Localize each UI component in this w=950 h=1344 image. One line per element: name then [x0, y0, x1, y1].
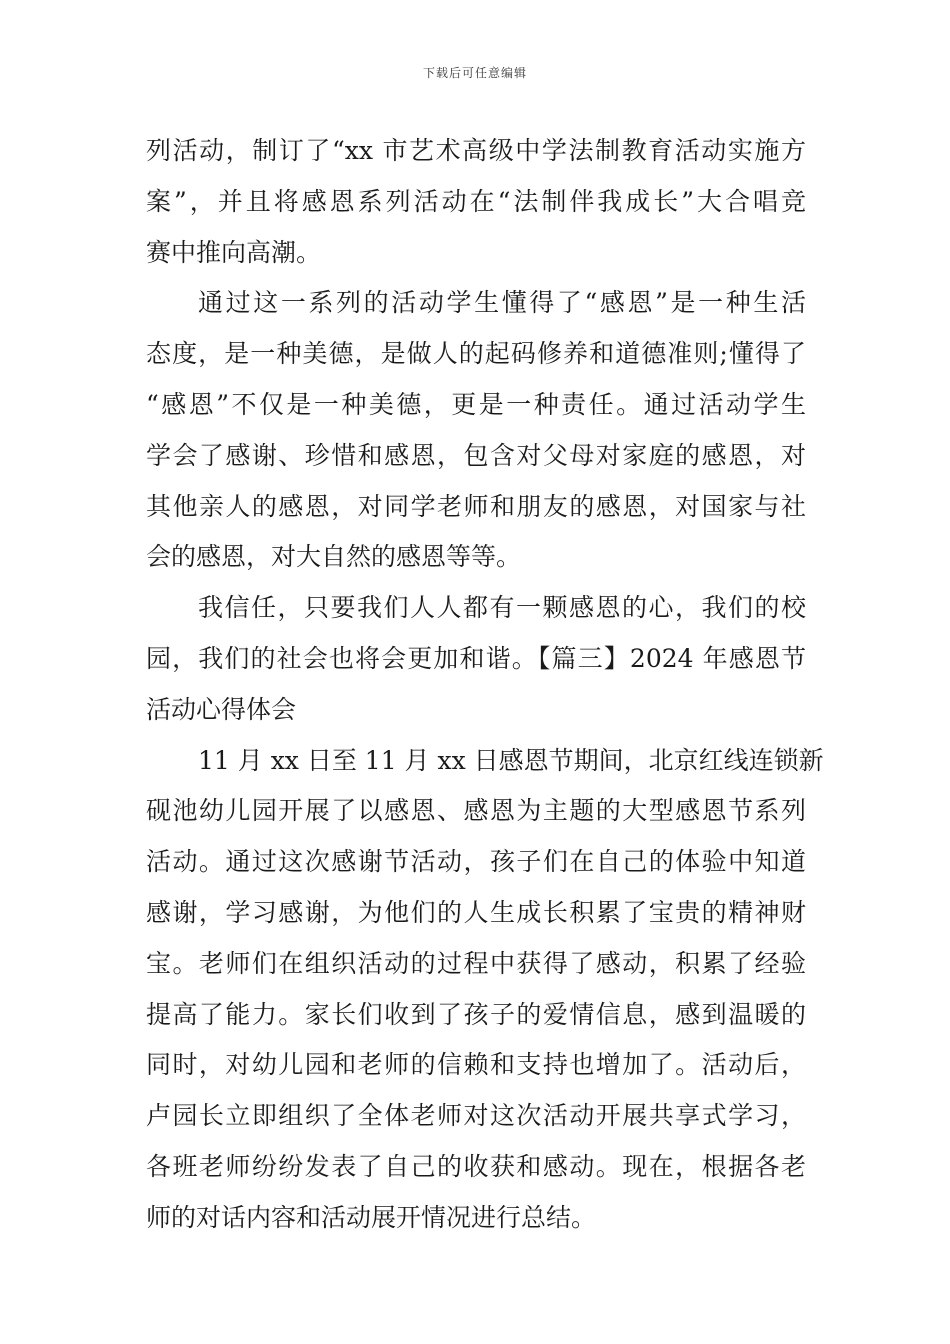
paragraph-2-line-3: “感恩”不仅是一种美德，更是一种责任。通过活动学生 — [146, 389, 806, 419]
paragraph-4-line-9: 各班老师纷纷发表了自己的收获和感动。现在，根据各老 — [146, 1151, 806, 1181]
page-header: 下载后可任意编辑 — [422, 66, 527, 80]
paragraph-3-line-3: 活动心得体会 — [146, 694, 297, 724]
paragraph-2-line-6: 会的感恩，对大自然的感恩等等。 — [146, 542, 522, 572]
paragraph-1-line-1: 列活动，制订了“xx 市艺术高级中学法制教育活动实施方 — [146, 136, 806, 165]
paragraph-4-line-5: 宝。老师们在组织活动的过程中获得了感动，积累了经验 — [146, 948, 806, 978]
paragraph-4-line-7: 同时，对幼儿园和老师的信赖和支持也增加了。活动后， — [146, 1050, 806, 1080]
paragraph-2-line-5: 其他亲人的感恩，对同学老师和朋友的感恩，对国家与社 — [146, 491, 806, 521]
paragraph-2-line-1: 通过这一系列的活动学生懂得了“感恩”是一种生活 — [198, 288, 806, 318]
paragraph-3-line-1: 我信任，只要我们人人都有一颗感恩的心，我们的校 — [198, 593, 806, 623]
paragraph-2-line-2: 态度，是一种美德，是做人的起码修养和道德准则;懂得了 — [146, 339, 806, 369]
paragraph-4-line-2: 砚池幼儿园开展了以感恩、感恩为主题的大型感恩节系列 — [146, 796, 806, 826]
paragraph-1-line-3: 赛中推向高潮。 — [146, 237, 322, 267]
paragraph-4-line-1: 11 月 xx 日至 11 月 xx 日感恩节期间，北京红线连锁新 — [198, 745, 824, 775]
paragraph-4-line-4: 感谢，学习感谢，为他们的人生成长积累了宝贵的精神财 — [146, 897, 806, 927]
paragraph-4-line-6: 提高了能力。家长们收到了孩子的爱情信息，感到温暖的 — [146, 999, 806, 1029]
paragraph-1-line-2: 案”，并且将感恩系列活动在“法制伴我成长”大合唱竞 — [146, 186, 806, 216]
paragraph-4-line-3: 活动。通过这次感谢节活动，孩子们在自己的体验中知道 — [146, 847, 806, 877]
document-body — [146, 126, 824, 1244]
paragraph-3-line-2: 园，我们的社会也将会更加和谐。【篇三】2024 年感恩节 — [146, 643, 806, 673]
paragraph-4-line-10: 师的对话内容和活动展开情况进行总结。 — [146, 1202, 597, 1232]
paragraph-4-line-8: 卢园长立即组织了全体老师对这次活动开展共享式学习， — [146, 1101, 806, 1131]
paragraph-2-line-4: 学会了感谢、珍惜和感恩，包含对父母对家庭的感恩，对 — [146, 440, 806, 470]
